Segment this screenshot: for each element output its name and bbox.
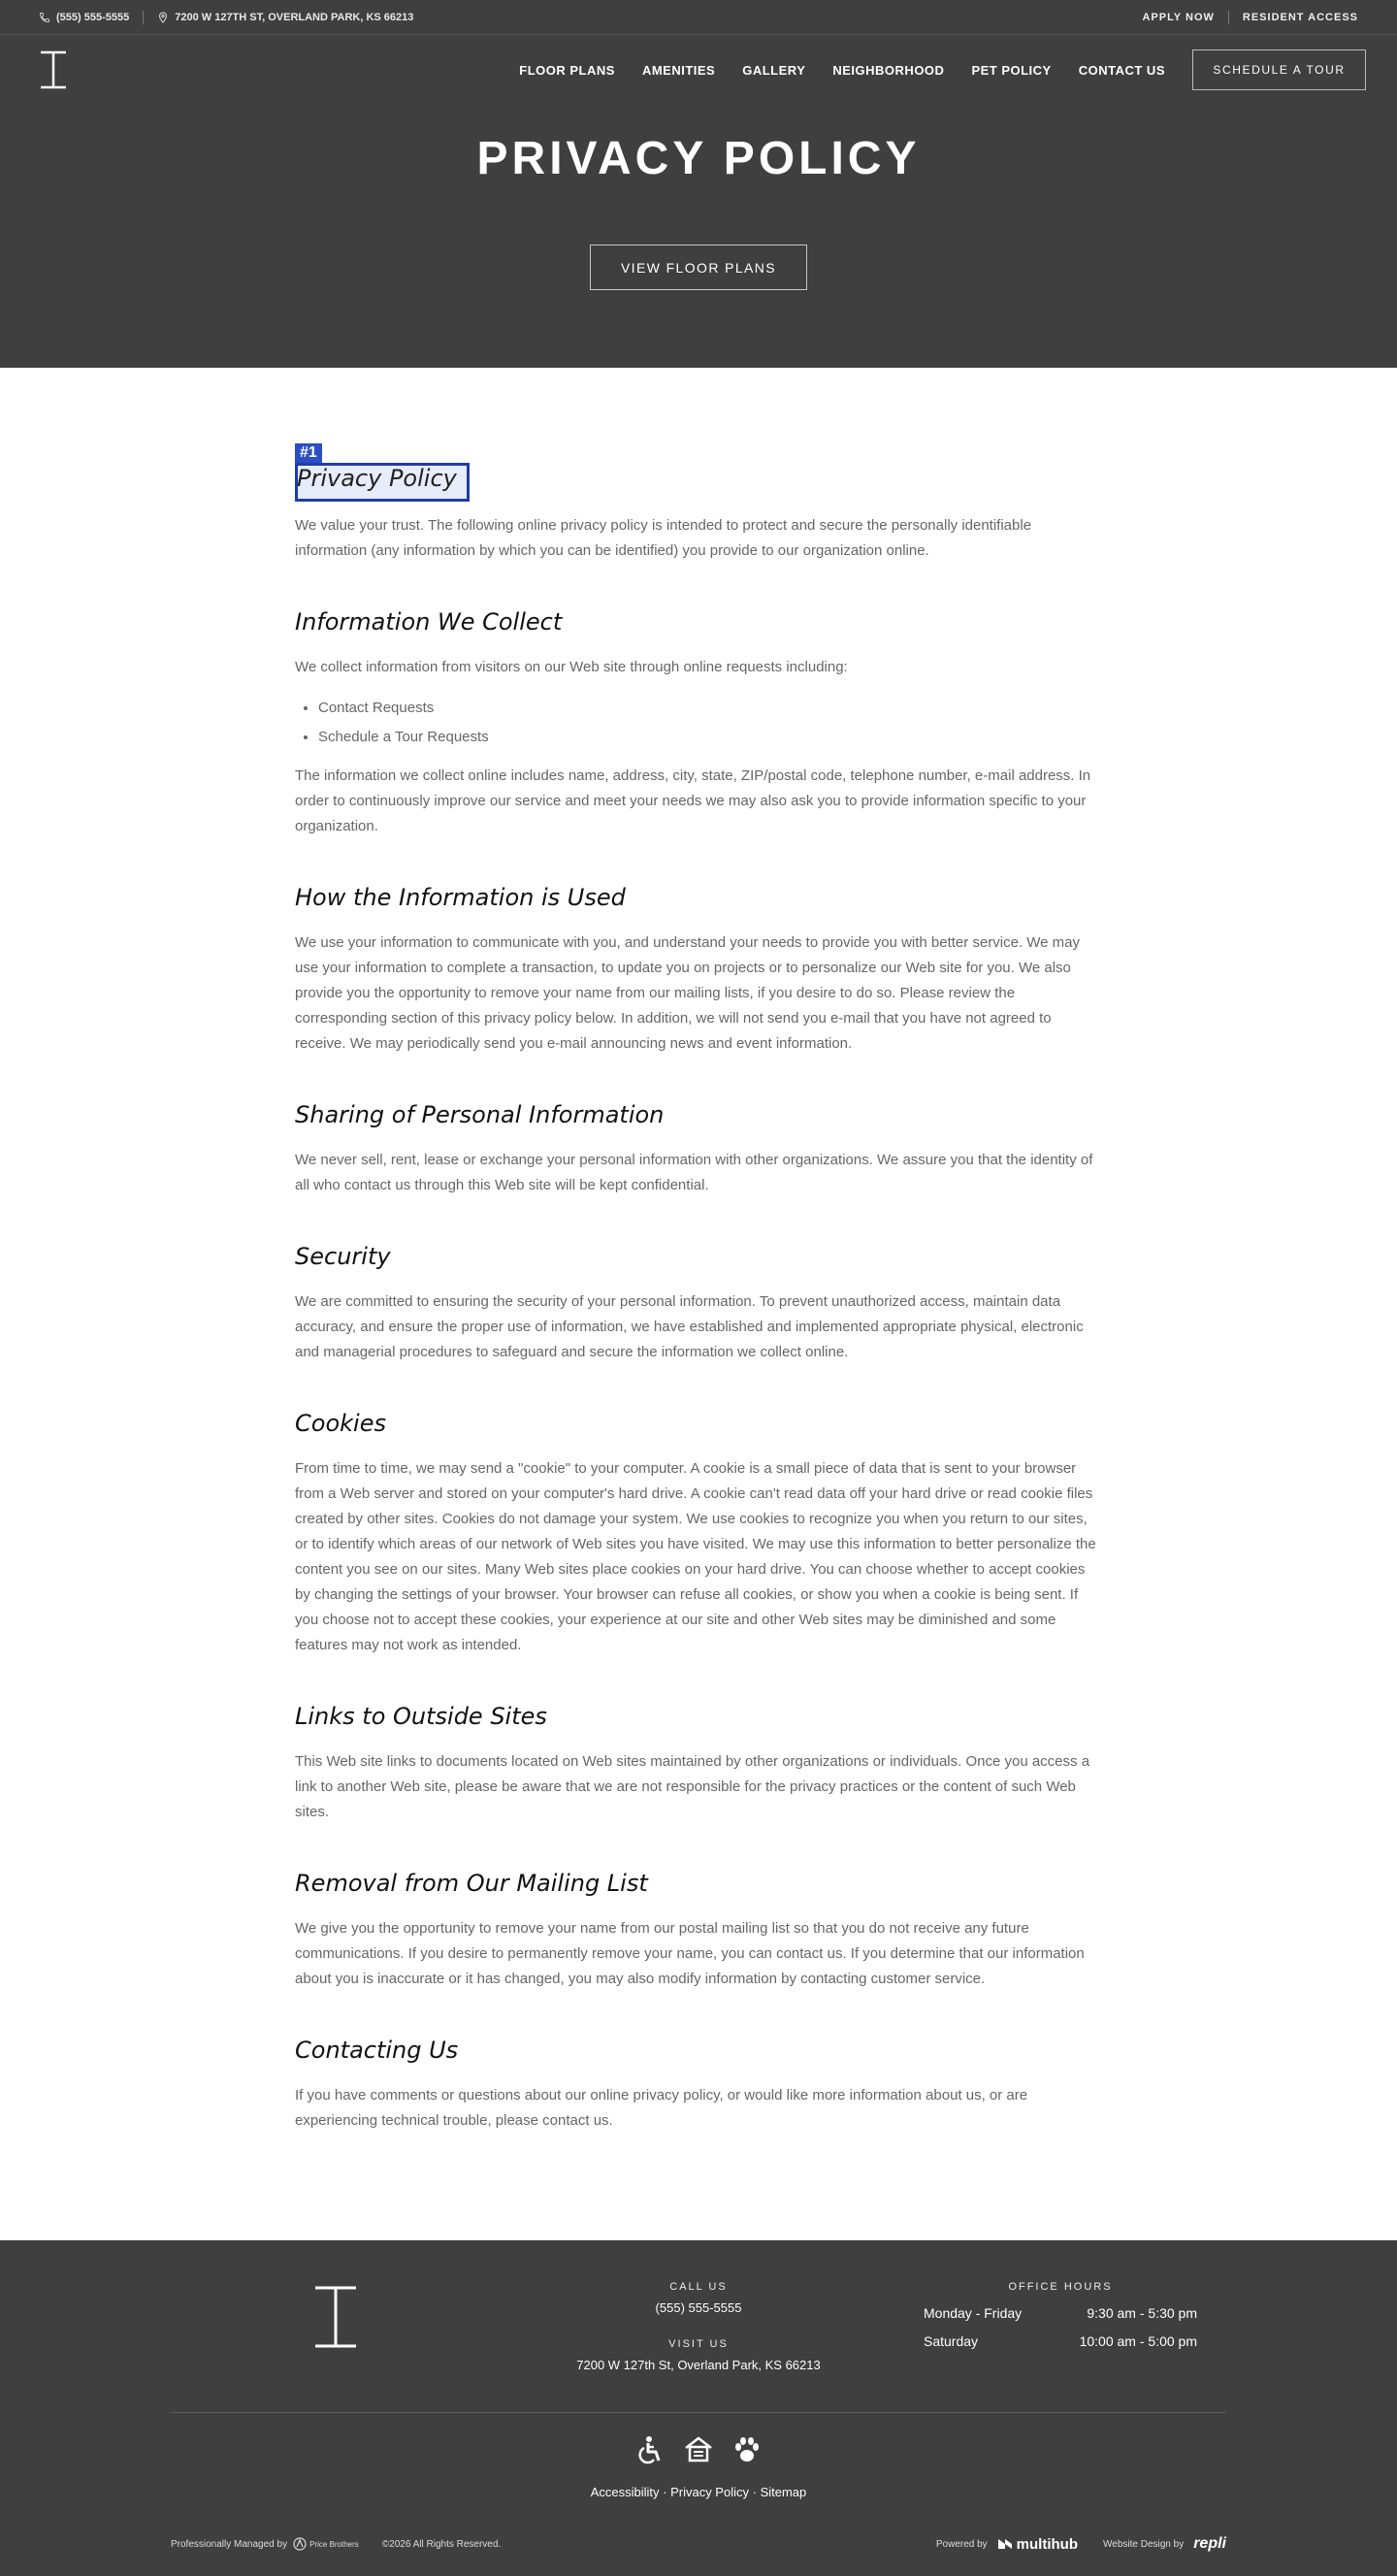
divider [143,11,144,24]
section-paragraph: The information we collect online includes name, address, city, state, ZIP/postal code, telephone number, e-mail address. In order to continuously improve our service and meet your needs we may also ask you to provide information specific to your organization. [295,767,1091,834]
section-heading-used: How the Information is Used [295,884,626,911]
list-item: • Contact Requests [318,694,1102,723]
section-paragraph: We are committed to ensuring the security of your personal information. To prevent unauthorized access, maintain data accuracy, and ensure the proper use of information, we have established and implemented appropriate physical, electronic and managerial procedures to safeguard and secure the information we collect online. [295,1293,1084,1360]
privacy-policy-link[interactable]: Privacy Policy [670,2485,749,2499]
hours-time: 9:30 am - 5:30 pm [1087,2305,1197,2321]
section-heading-links: Links to Outside Sites [295,1703,547,1730]
multihub-text: multihub [1016,2535,1078,2553]
hours-day: Saturday [924,2333,979,2349]
page-title: PRIVACY POLICY [476,133,921,184]
section-paragraph: We use your information to communicate with you, and understand your needs to provide you with better service. We may use your information to complete a transaction, to update you on projects or to personalize our Web site for you. We also provide you the opportunity to remove your name from our mailing lists, if you desire to do so. Please review the corresponding section of this privacy policy below. In addition, we will not send you e-mail that you have not agreed to receive. We may periodically send you e-mail announcing news and event information. [295,934,1081,1052]
footer-contact [504,2281,893,2372]
apply-now-link[interactable]: APPLY NOW [1142,11,1215,23]
nav-floor-plans[interactable]: FLOOR PLANS [519,62,615,78]
footer-badges [0,2434,1397,2465]
price-brothers-text: Price Brothers [309,2539,359,2549]
footer-bottom-bar [171,2535,1226,2553]
phone-number: (555) 555-5555 [56,11,130,23]
address-text: 7200 W 127TH ST, OVERLAND PARK, KS 66213 [175,11,414,23]
top-bar-links [1142,11,1358,24]
price-brothers-logo[interactable] [293,2537,359,2551]
main-nav-row [0,35,1397,105]
policy-content [295,368,1102,2225]
accessibility-link[interactable]: Accessibility [590,2485,660,2499]
managed-by [171,2537,501,2551]
top-bar [0,0,1397,35]
main-nav [492,49,1366,90]
nav-contact-us[interactable]: CONTACT US [1078,62,1165,78]
paw-icon [731,2434,763,2465]
logo[interactable] [39,50,68,89]
section-heading-security: Security [295,1243,391,1270]
design-by-label: Website Design by [1103,2538,1185,2550]
link-separator: · [663,2485,671,2499]
price-brothers-icon [293,2537,307,2551]
section-paragraph: This Web site links to documents located on Web sites maintained by other organizations or individuals. Once you access a link to another Web site, please be aware that we are not responsible for the privacy practices or the content of such Web sites. [295,1753,1090,1820]
powered-by-label: Powered by [935,2538,988,2550]
footer-address-link[interactable]: 7200 W 127th St, Overland Park, KS 66213 [576,2358,821,2372]
footer [0,2240,1397,2576]
top-bar-contact [39,11,413,24]
nav-amenities[interactable]: AMENITIES [641,62,716,78]
repli-logo[interactable]: repli [1193,2535,1226,2552]
list-item: • Schedule a Tour Requests [318,723,1102,752]
office-hours-label: OFFICE HOURS [1008,2281,1113,2293]
multihub-icon [997,2538,1013,2550]
footer-divider [171,2412,1226,2413]
resident-access-link[interactable]: RESIDENT ACCESS [1242,11,1358,23]
footer-links [0,2485,1397,2499]
schedule-tour-button[interactable]: SCHEDULE A TOUR [1192,49,1366,90]
highlighted-heading [295,443,1102,502]
view-floor-plans-button[interactable]: VIEW FLOOR PLANS [590,245,807,290]
managed-by-label: Professionally Managed by [171,2538,288,2550]
section-heading-contact: Contacting Us [295,2037,459,2064]
section-paragraph: From time to time, we may send a "cookie" to your computer. A cookie is a small piece of data that is sent to your browser from a Web server and stored on your computer's hard drive. A cookie can't read data off your hard drive or read cookie files created by other sites. Cookies do not damage your system. We use cookies to recognize you when you return to our sites, or to identify which areas of our network of Web sites you have visited. We may use this information to better personalize the content you see on our sites. Many Web sites place cookies on your hard drive. You can choose whether to accept cookies by changing the settings of your browser. Your browser can refuse all cookies, or show you when a cookie is being sent. If you choose not to accept these cookies, your experience at our site and other Web sites may be diminished and some features may not work as intended. [295,1460,1096,1653]
hours-time: 10:00 am - 5:00 pm [1079,2333,1197,2349]
nav-gallery[interactable]: GALLERY [742,62,806,78]
section-paragraph: If you have comments or questions about our online privacy policy, or would like more information about us, or are experiencing technical trouble, please contact us. [295,2087,1028,2129]
annotation-badge: #1 [295,443,322,463]
section-paragraph: We collect information from visitors on our Web site through online requests including: [295,659,848,675]
address-link[interactable] [157,12,413,23]
link-separator: · [752,2485,761,2499]
map-pin-icon [157,12,169,23]
credits [936,2535,1226,2553]
copyright: ©2026 All Rights Reserved. [381,2538,502,2550]
section-heading-removal: Removal from Our Mailing List [295,1870,648,1897]
phone-icon [39,12,50,23]
section-heading-collect: Information We Collect [295,608,563,636]
phone-link[interactable] [39,12,129,23]
hero [0,35,1397,368]
equal-housing-icon [683,2434,714,2465]
section-paragraph: We give you the opportunity to remove your name from our postal mailing list so that you do not receive any future communications. If you desire to permanently remove your name, you can contact us. If you determine that our information about you is inaccurate or it has changed, you may also modify information by contacting customer service. [295,1920,1085,1987]
section-paragraph: We never sell, rent, lease or exchange your personal information with other organizations. We assure you that the identity of all who contact us through this Web site will be kept confidential. [295,1152,1093,1193]
intro-paragraph: We value your trust. The following online privacy policy is intended to protect and secure the personally identifiable information (any information by which you can be identified) you provide to our organization online. [295,517,1032,559]
sitemap-link[interactable]: Sitemap [760,2485,807,2499]
divider [1228,11,1229,24]
hours-day: Monday - Friday [924,2305,1023,2321]
section-heading-sharing: Sharing of Personal Information [295,1101,665,1128]
accessibility-icon [634,2434,666,2465]
policy-heading: Privacy Policy [297,465,457,492]
multihub-logo[interactable] [997,2536,1078,2553]
call-us-label: CALL US [669,2281,728,2293]
footer-logo[interactable] [313,2286,358,2348]
footer-phone-link[interactable]: (555) 555-5555 [655,2300,742,2315]
office-hours [924,2281,1197,2349]
nav-pet-policy[interactable]: PET POLICY [971,62,1052,78]
hours-row [924,2333,1197,2349]
hours-row [924,2305,1197,2321]
visit-us-label: VISIT US [668,2338,729,2350]
nav-neighborhood[interactable]: NEIGHBORHOOD [832,62,945,78]
collect-list [318,694,1102,752]
section-heading-cookies: Cookies [295,1410,386,1437]
